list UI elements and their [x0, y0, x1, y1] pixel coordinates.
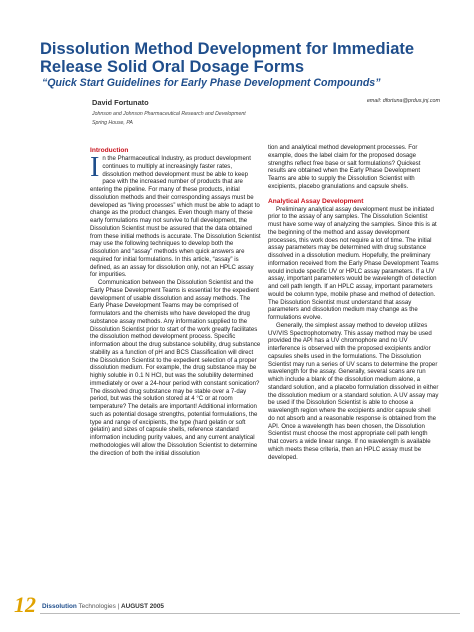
- footer-divider: [40, 613, 460, 614]
- right-column: [268, 144, 439, 461]
- continued-paragraph: tion and analytical method development processes. For example, does the label claim for the proposed dosage strengths reflect free base or salt formulations? Quickest results are obtained when the Early Phase Development Teams are able to supply the Dissolution Scientist with excipients, placebo granulations and capsule shells.: [268, 144, 421, 190]
- assay-development-heading: Analytical Assay Development: [268, 197, 364, 205]
- issue-date: AUGUST 2005: [120, 603, 164, 610]
- article-title: Dissolution Method Development for Immediate Release Solid Oral Dosage Forms: [40, 40, 415, 76]
- author-name: David Fortunato: [92, 98, 149, 107]
- introduction-paragraph-1-text: n the Pharmaceutical Industry, as product development continues to multiply at increasingly faster rates, dissolution method development must be able to keep pace with the increased number of products that are entering the pipeline. For many of these products, initial dissolution methods and their corresponding assays must be developed as “living processes” which must be able to adapt to change as the product changes. Even though many of these early formulations may not survive to full development, the Dissolution Scientist must be assured that the data obtained from these initial methods is accurate. The Dissolution Scientist may use the following techniques to develop both the dissolution and “assay” methods when quick answers are required for initial formulations. In this article, “assay” is defined, as an assay for dissolution only, not an HPLC assay for impurities.: [90, 155, 261, 279]
- assay-paragraph-1: Preliminary analytical assay development must be initiated prior to the assay of any samples. The Dissolution Scientist must have some way of analyzing the samples. Since this is at the beginning of the method and assay development processes, this work does not require a lot of time. The initial assay parameters may be determined with drug substance dissolved in a dissolution medium. Hopefully, the preliminary information received from the Early Phase Development Teams would include specific UV or HPLC assay parameters. If a UV assay, important parameters would be wavelength of detection and cell path length. If an HPLC assay, important parameters would be column type, mobile phase and method of detection. The Dissolution Scientist must understand that assay parameters and dissolution medium may change as the formulations evolve.: [268, 205, 439, 321]
- journal-name-rest: Technologies: [76, 603, 116, 610]
- footer-separator: |: [115, 603, 121, 610]
- author-email: email: dfortuna@prdus.jnj.com: [366, 98, 440, 104]
- left-column: [90, 146, 261, 457]
- introduction-paragraph-2: Communication between the Dissolution Scientist and the Early Phase Development Teams is essential for the expedient development of usable dissolution and assay methods. The Early Phase Development Teams may be comprised of formulators and the chemists who have developed the drug substance assay methods. Any information supplied to the Dissolution Scientist prior to start of the work greatly facilitates the dissolution method development process. Specific information about the drug substance solubility, drug substance stability as a function of pH and BCS Classification will direct the Dissolution Scientist to the expedient selection of a proper dissolution medium. For example, the drug substance may be highly soluble in 0.1 N HCl, but was the solubility determined immediately or over a 24-hour period with constant sonication? The dissolved drug substance may be stable over a 7-day period, but was the solution stored at 4 °C or at room temperature? The details are important! Additional information such as potential dosage strengths, potential formulations, the type and range of excipients, the type (hard gelatin or soft gelatin) and sizes of capsule shells, reference standard information including purity values, and any current analytical methodologies will allow the Dissolution Scientist to determine the direction of both the initial dissolution: [90, 279, 261, 457]
- drop-cap: I: [90, 152, 100, 183]
- affiliation-line-1: Johnson and Johnson Pharmaceutical Research and Development: [92, 111, 246, 117]
- author-affiliation: [92, 110, 322, 127]
- page-number: 12: [14, 592, 36, 617]
- assay-paragraph-2: Generally, the simplest assay method to develop utilizes UV/VIS Spectrophotometry. This assay method may be used provided the API has a UV chromophore and no UV interference is observed with the proposed excipients and/or capsules shells used in the formulations. The Dissolution Scientist may run a series of UV scans to determine the proper wavelength for the assay. Generally, several scans are run which include a blank of the dissolution medium alone, a standard solution, and a placebo formulation dissolved in either the dissolution medium or a standard solution. A UV assay may be used if the Dissolution Scientist is able to choose a wavelength region where the excipients and/or capsule shell do not absorb and a reasonable response is obtained from the API. Once a wavelength has been chosen, the Dissolution Scientist must choose the most appropriate cell path length that covers a wide linear range. If no wavelength is available which meets these criteria, then an HPLC assay must be developed.: [268, 321, 439, 461]
- introduction-heading: Introduction: [90, 147, 129, 154]
- affiliation-line-2: Spring House, PA: [92, 119, 133, 126]
- introduction-paragraph-1: [90, 152, 261, 279]
- journal-footer: [42, 603, 164, 610]
- journal-name: Dissolution: [42, 603, 77, 610]
- article-subtitle: “Quick Start Guidelines for Early Phase Development Compounds”: [42, 77, 381, 89]
